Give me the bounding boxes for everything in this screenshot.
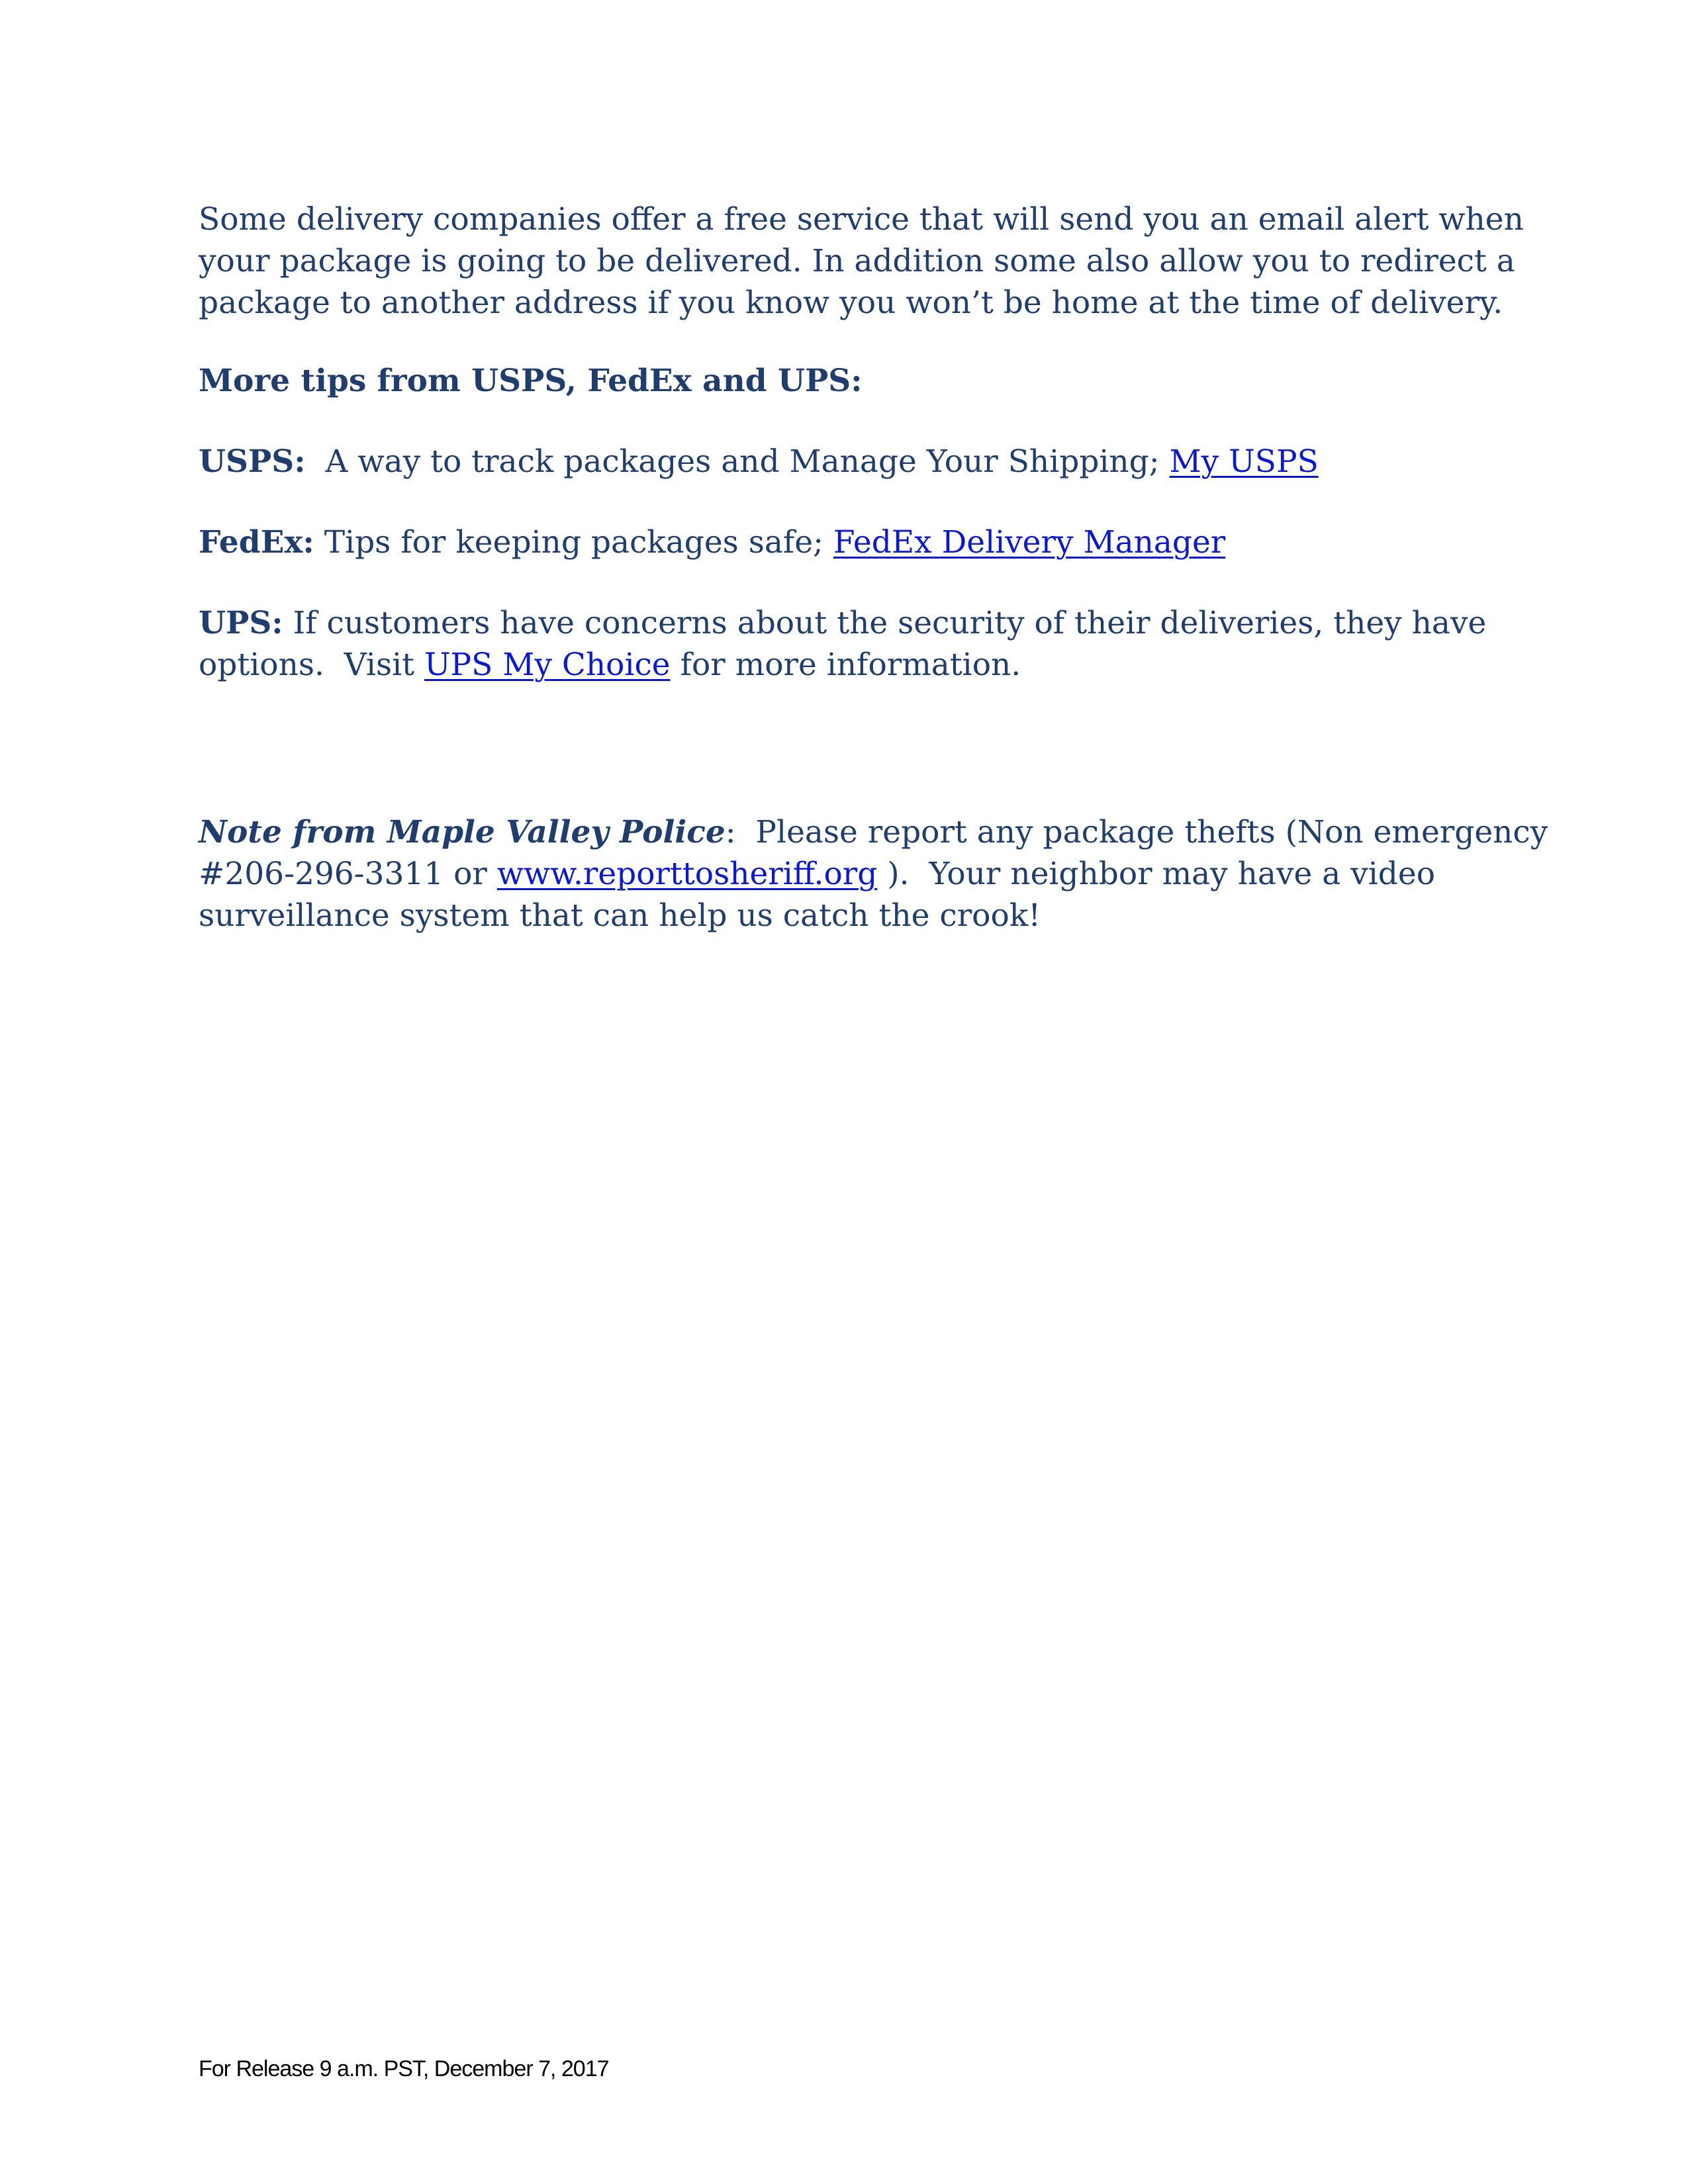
fedex-label: FedEx: <box>199 524 314 561</box>
police-note-line-2-before: #206-296-3311 or <box>199 856 497 892</box>
fedex-paragraph <box>199 522 1496 563</box>
ups-my-choice-link[interactable]: UPS My Choice <box>424 647 671 683</box>
ups-paragraph <box>199 602 1496 686</box>
tips-heading: More tips from USPS, FedEx and UPS: <box>199 363 863 399</box>
police-note-line-2-after: ). Your neighbor may have a video <box>877 856 1435 892</box>
ups-line-2-after: for more information. <box>670 647 1021 683</box>
fedex-delivery-manager-link[interactable]: FedEx Delivery Manager <box>833 524 1226 561</box>
intro-paragraph <box>199 199 1524 324</box>
intro-line-2: your package is going to be delivered. In addition some also allow you to redirect a <box>199 243 1515 279</box>
police-note-line-3: surveillance system that can help us catch the crook! <box>199 897 1041 934</box>
intro-line-3: package to another address if you know you won’t be home at the time of delivery. <box>199 285 1503 321</box>
usps-text: A way to track packages and Manage Your Shipping; <box>305 443 1170 480</box>
ups-line-1-text: If customers have concerns about the security of their deliveries, they have <box>283 605 1487 641</box>
police-note-label: Note from Maple Valley Police <box>199 814 726 850</box>
tips-heading-paragraph <box>199 360 1496 402</box>
police-note-line-1-text: : Please report any package thefts (Non emergency <box>725 814 1548 850</box>
ups-label: UPS: <box>199 605 283 641</box>
report-to-sheriff-link[interactable]: www.reporttosheriff.org <box>496 856 878 892</box>
fedex-text: Tips for keeping packages safe; <box>314 524 833 561</box>
ups-line-2-before: options. Visit <box>199 647 424 683</box>
intro-line-1: Some delivery companies offer a free service that will send you an email alert when <box>199 201 1524 238</box>
release-footer: For Release 9 a.m. PST, December 7, 2017 <box>199 2056 609 2081</box>
my-usps-link[interactable]: My USPS <box>1169 443 1319 480</box>
police-note-paragraph <box>199 811 1548 936</box>
usps-label: USPS: <box>199 443 306 480</box>
usps-paragraph <box>199 441 1496 482</box>
